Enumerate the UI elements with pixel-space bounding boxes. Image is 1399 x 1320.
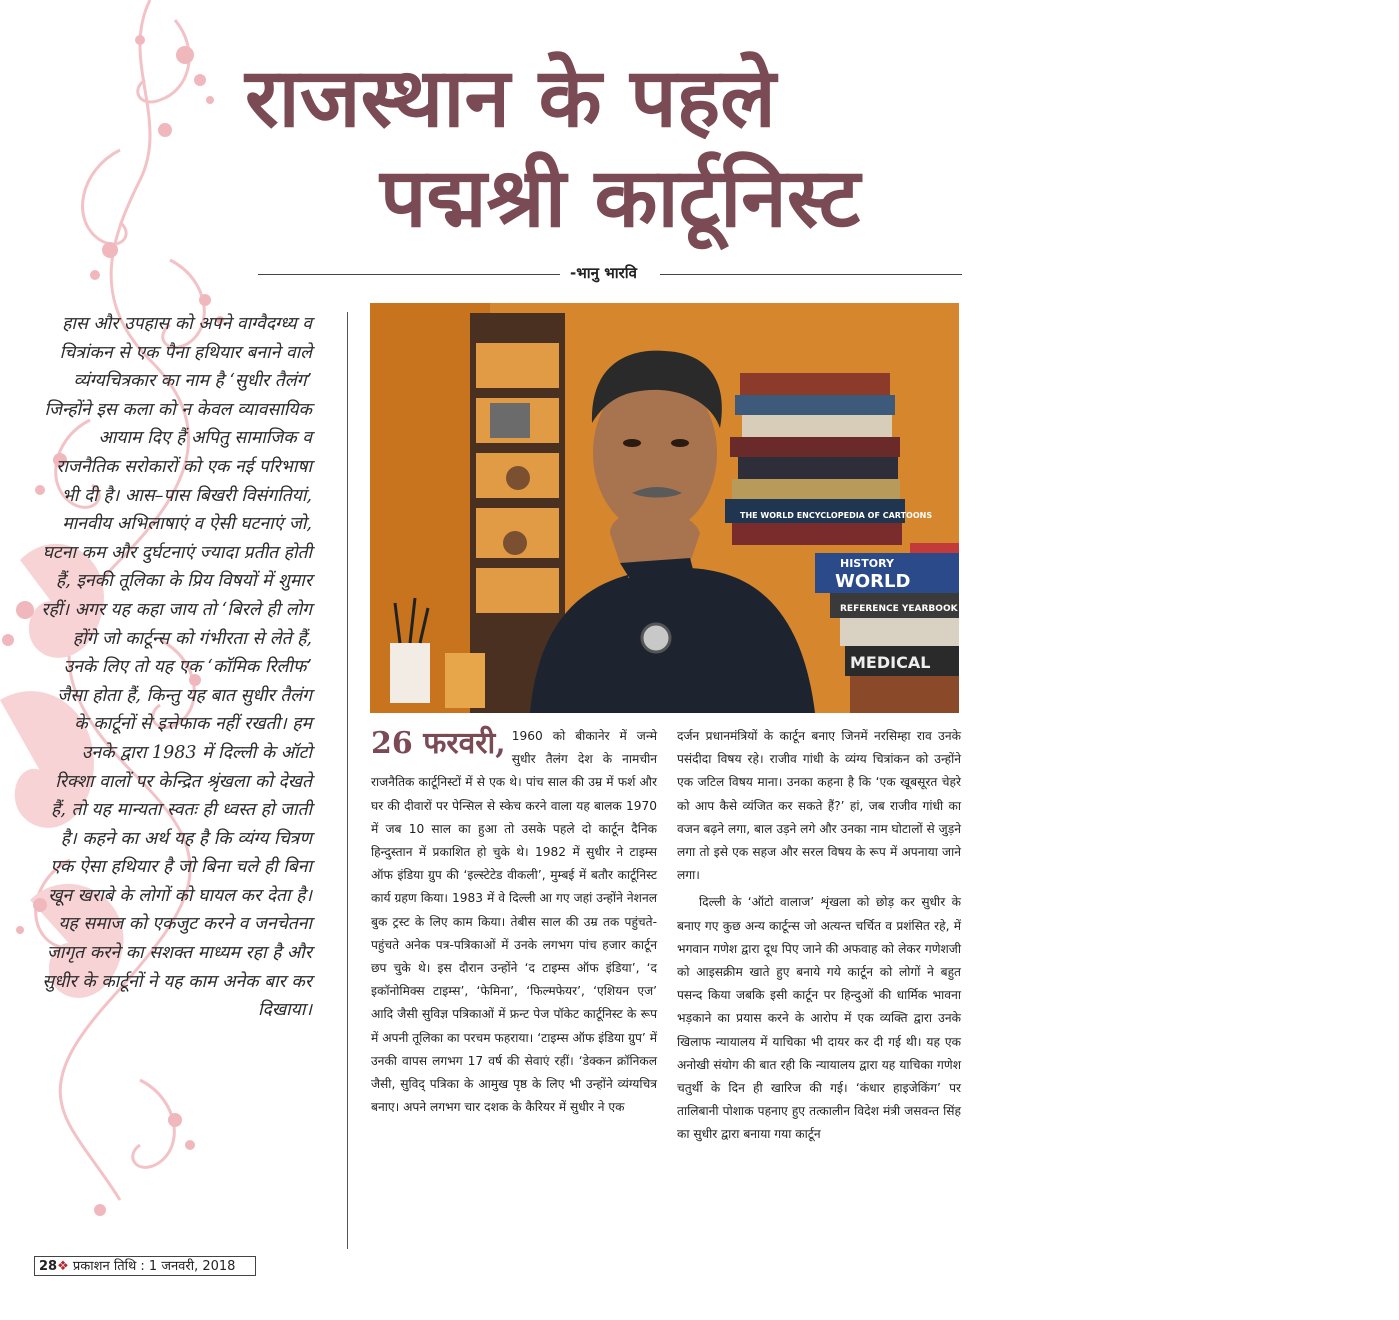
book-text-history: HISTORY xyxy=(840,557,894,570)
article-column-2 xyxy=(677,725,961,1147)
cartoonist-photo xyxy=(370,303,974,713)
byline-rule-left xyxy=(258,274,560,275)
title-line-2: पद्मश्री कार्टूनिस्ट xyxy=(380,151,861,246)
page-footer xyxy=(34,1256,256,1276)
title-line-1: राजस्थान के पहले xyxy=(245,51,776,146)
page-number: 28 xyxy=(39,1259,58,1274)
byline: -भानु भारवि xyxy=(570,264,637,282)
column-1-text: 1960 को बीकानेर में जन्मे सुधीर तैलंग देश के नामचीन राजनैतिक कार्टूनिस्टों में से एक थे। पांच साल की उम्र में फर्श और घर की दीवारों पर पेन्सिल से स्केच करने वाला यह बालक 1970 में जब 10 साल का हुआ तो उसके पहले दो कार्टून दैनिक हिन्दुस्तान में प्रकाशित हो चुके थे। 1982 में सुधीर ने टाइम्स ऑफ इंडिया ग्रुप की ‘इल्स्टेटेड वीकली’, मुम्बई में बतौर कार्टूनिस्ट कार्य ग्रहण किया। 1983 में वे दिल्ली आ गए जहां उन्होंने नेशनल बुक ट्रस्ट के लिए काम किया। तेबीस साल की उम्र तक पहुंचते-पहुंचते अनेक पत्र-पत्रिकाओं में उनके लगभग पांच हजार कार्टून छप चुके थे। इस दौरान उन्होंने ‘द टाइम्स ऑफ इंडिया’, ‘द इकॉनोमिक्स टाइम्स’, ‘फेमिना’, ‘फिल्मफेयर’, ‘एशियन एज’ आदि जैसी सुविज्ञ पत्रिकाओं में फ्रन्ट पेज पॉकेट कार्टूनिस्ट के रूप में अपनी तूलिका का परचम फहराया। ‘टाइम्स ऑफ इंडिया ग्रुप’ में उनकी वापस लगभग 17 वर्ष की सेवाएं रहीं। ‘डेक्कन क्रॉनिकल जैसी, सुविद् पत्रिका के आमुख पृष्ठ के लिए भी उन्होंने व्यंग्यचित्र बनाए। अपने लगभग चार दशक के कैरियर में सुधीर ने एक xyxy=(371,729,657,1115)
byline-rule-right xyxy=(660,274,962,275)
intro-paragraph: हास और उपहास को अपने वाग्वैदग्ध्य व चित्रांकन से एक पैना हथियार बनाने वाले व्यंग्यचित्रकार का नाम है ‘सुधीर तैलंग’ जिन्होंने इस कला को न केवल व्यावसायिक आयाम दिए हैं अपितु सामाजिक व राजनैतिक सरोकारों को एक नई परिभाषा भी दी है। आस–पास बिखरी विसंगतियां, मानवीय अभिलाषाएं व ऐसी घटनाएं जो, घटना कम और दुर्घटनाएं ज्यादा प्रतीत होती हैं, इनकी तूलिका के प्रिय विषयों में शुमार रहीं। अगर यह कहा जाय तो ‘बिरले ही लोग होंगे जो कार्टून्स को गंभीरता से लेते हैं, उनके लिए तो यह एक ‘कॉमिक रिलीफ’ जैसा होता हैं, किन्तु यह बात सुधीर तैलंग के कार्टूनों से इत्तेफाक नहीं रखती। हम उनके द्वारा 1983 में दिल्ली के ऑटो रिक्शा वालों पर केन्द्रित श्रृंखला को देखते हैं, तो यह मान्यता स्वतः ही ध्वस्त हो जाती है। कहने का अर्थ यह है कि व्यंग्य चित्रण एक ऐसा हथियार है जो बिना चले ही बिना खून खराबे के लोगों को घायल कर देता है। यह समाज को एकजुट करने व जनचेतना जागृत करने का सशक्त माध्यम रहा है और सुधीर के कार्टूनों ने यह काम अनेक बार कर दिखाया। xyxy=(41,314,312,1021)
drop-date: 26 फरवरी, xyxy=(371,726,506,761)
column-divider xyxy=(347,312,348,1249)
star-icon: ❖ xyxy=(57,1259,69,1274)
column-2-paragraph-2: दिल्ली के ‘ऑटो वालाज’ शृंखला को छोड़ कर सुधीर के बनाए गए कुछ अन्य कार्टून्स जो अत्यन्त चर्चित व प्रशंसित रहे, में भगवान गणेश द्वारा दूध पिए जाने की अफवाह को लेकर गणेशजी को आइसक्रीम खाते हुए बनाये गये कार्टून को लोगों ने बहुत पसन्द किया जबकि इसी कार्टून पर हिन्दुओं की धार्मिक भावना भड़काने का प्रयास करने के आरोप में एक व्यक्ति द्वारा उनके खिलाफ न्यायालय में याचिका भी दायर कर दी गई थी। यह एक अनोखी संयोग की बात रही कि न्यायालय द्वारा यह याचिका गणेश चतुर्थी के दिन ही खारिज की गई। ‘कंधार हाइजेकिंग’ पर तालिबानी पोशाक पहनाए हुए तत्कालीन विदेश मंत्री जसवन्त सिंह का सुधीर द्वारा बनाया गया कार्टून xyxy=(677,895,961,1142)
book-text-world: WORLD xyxy=(835,571,911,592)
book-text-yearbook: REFERENCE YEARBOOK 20 xyxy=(840,604,974,614)
article-column-1 xyxy=(371,725,657,1119)
publication-date: प्रकाशन तिथि : 1 जनवरी, 2018 xyxy=(72,1259,236,1274)
book-text-encyclopedia: THE WORLD ENCYCLOPEDIA OF CARTOONS xyxy=(740,511,933,520)
column-2-paragraph-1: दर्जन प्रधानमंत्रियों के कार्टून बनाए जिनमें नरसिम्हा राव उनके पसंदीदा विषय रहे। राजीव गांधी के व्यंग्य चित्रांकन को उन्होंने एक जटिल विषय माना। उनका कहना है कि ‘एक खूबसूरत चेहरे को आप कैसे व्यंजित कर सकते हैं?’ हां, जब राजीव गांधी का वजन बढ़ने लगा, बाल उड़ने लगे और उनका नाम घोटालों से जुड़ने लगा तो इसे एक सहज और सरल विषय के रूप में अपनाया जाने लगा। xyxy=(677,729,961,883)
book-text-medical: MEDICAL xyxy=(850,653,931,672)
